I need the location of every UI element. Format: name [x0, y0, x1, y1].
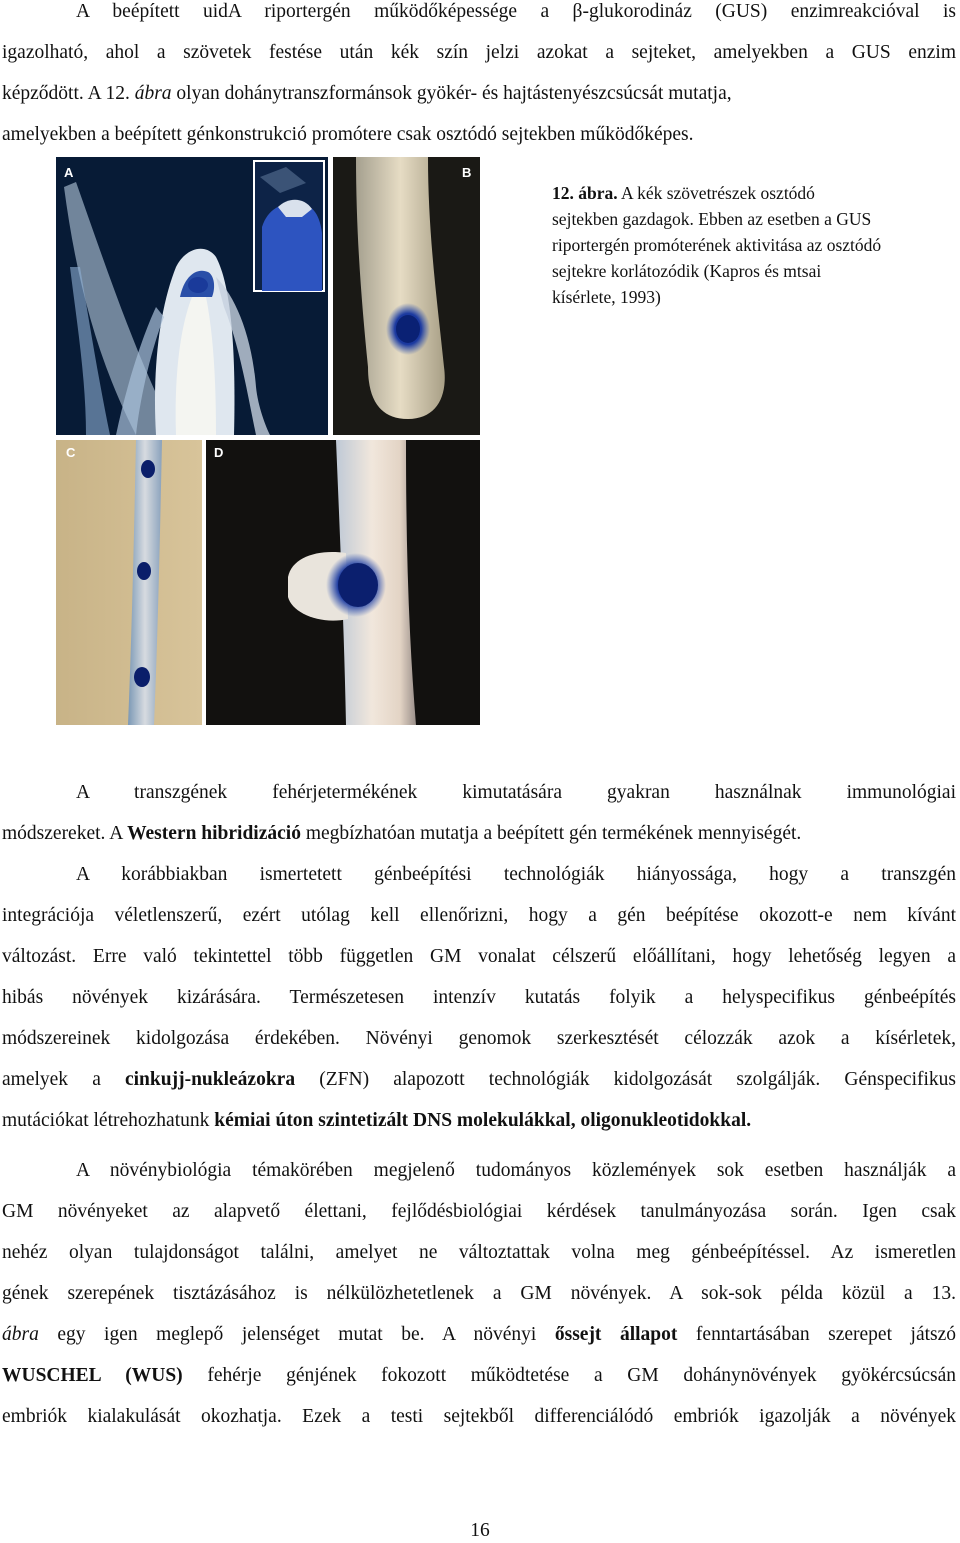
panel-d-label: D: [214, 445, 224, 460]
text-line: A beépített uidA riportergén működőképessége a β-glukorodináz (GUS) enzimreakcióval is: [76, 1, 956, 22]
text-line: amelyekben a beépített génkonstrukció promótere csak osztódó sejtekben működőképes.: [2, 124, 694, 145]
text-line: gének szerepének tisztázásához is nélkülözhetetlenek a GM növények. A sok-sok példa közül a 13.: [2, 1283, 956, 1304]
page-number: 16: [470, 1520, 490, 1541]
text-line: hibás növények kizárására. Természetesen intenzív kutatás folyik a helyspecifikus génbeépítés: [2, 987, 956, 1008]
panel-c: [56, 440, 202, 725]
text-line: mutációkat létrehozhatunk kémiai úton szintetizált DNS molekulákkal, oligonukleotidokkal.: [2, 1110, 752, 1131]
panel-a-label: A: [64, 165, 74, 180]
panel-b-label: B: [462, 165, 472, 180]
text-line: WUSCHEL (WUS) fehérje génjének fokozott működtetése a GM dohánynövények gyökércsúcsán: [2, 1365, 956, 1386]
paragraph-3: [2, 1150, 956, 1437]
text-line: A transzgének fehérjetermékének kimutatására gyakran használnak immunológiai: [76, 782, 956, 803]
text-line: módszereket. A Western hibridizáció megbízhatóan mutatja a beépített gén termékének mennyiségét.: [2, 823, 802, 844]
figure-12-caption: [552, 180, 952, 310]
intro-paragraph: [2, 0, 956, 155]
caption-line: kísérlete, 1993): [552, 287, 661, 307]
caption-line: sejtekre korlátozódik (Kapros és mtsai: [552, 261, 822, 281]
text-line: ábra egy igen meglepő jelenséget mutat be. A növényi őssejt állapot fenntartásában szerepet játszó: [2, 1324, 957, 1345]
caption-line: riportergén promóterének aktivitása az osztódó: [552, 235, 882, 255]
text-line: A növénybiológia témakörében megjelenő tudományos közlemények sok esetben használják a: [76, 1160, 956, 1181]
text-line: nehéz olyan tulajdonságot találni, amelyet ne változtattak volna meg génbeépítéssel. Az ismeretlen: [2, 1242, 956, 1263]
figure-12-photo-collage: [56, 157, 480, 725]
text-line: igazolható, ahol a szövetek festése után kék szín jelzi azokat a sejteket, amelyekben a GUS enzim: [2, 42, 956, 63]
panel-b: [333, 157, 480, 435]
panel-a: [56, 157, 328, 435]
figure-12: [56, 157, 480, 725]
text-line: A korábbiakban ismertetett génbeépítési technológiák hiányossága, hogy a transzgén: [76, 864, 956, 885]
text-line: változást. Erre való tekintettel több független GM vonalat célszerű előállítani, hogy lehetőség legyen a: [2, 946, 956, 967]
text-line: módszereinek kidolgozása érdekében. Növényi genomok szerkesztését célozzák azok a kísérletek,: [2, 1028, 956, 1049]
text-line: amelyek a cinkujj-nukleázokra (ZFN) alapozott technológiák kidolgozását szolgálják. Génspecifikus: [2, 1069, 956, 1090]
panel-d: [206, 440, 480, 725]
caption-line: sejtekben gazdagok. Ebben az esetben a GUS: [552, 209, 872, 229]
text-line: integrációja véletlenszerű, ezért utólag kell ellenőrizni, hogy a gén beépítése okozott-e nem kívánt: [2, 905, 956, 926]
panel-c-label: C: [66, 445, 76, 460]
text-line: GM növényeket az alapvető élettani, fejlődésbiológiai kérdések tanulmányozása során. Igen csak: [2, 1201, 956, 1222]
caption-line: 12. ábra. A kék szövetrészek osztódó: [552, 183, 815, 203]
text-line: embriók kialakulását okozhatja. Ezek a testi sejtekből differenciálódó embriók igazolják a növények: [2, 1406, 956, 1427]
paragraph-2: [2, 772, 956, 1141]
text-line: képződött. A 12. ábra olyan dohánytranszformánsok gyökér- és hajtástenyészcsúcsát mutatja,: [2, 83, 732, 104]
